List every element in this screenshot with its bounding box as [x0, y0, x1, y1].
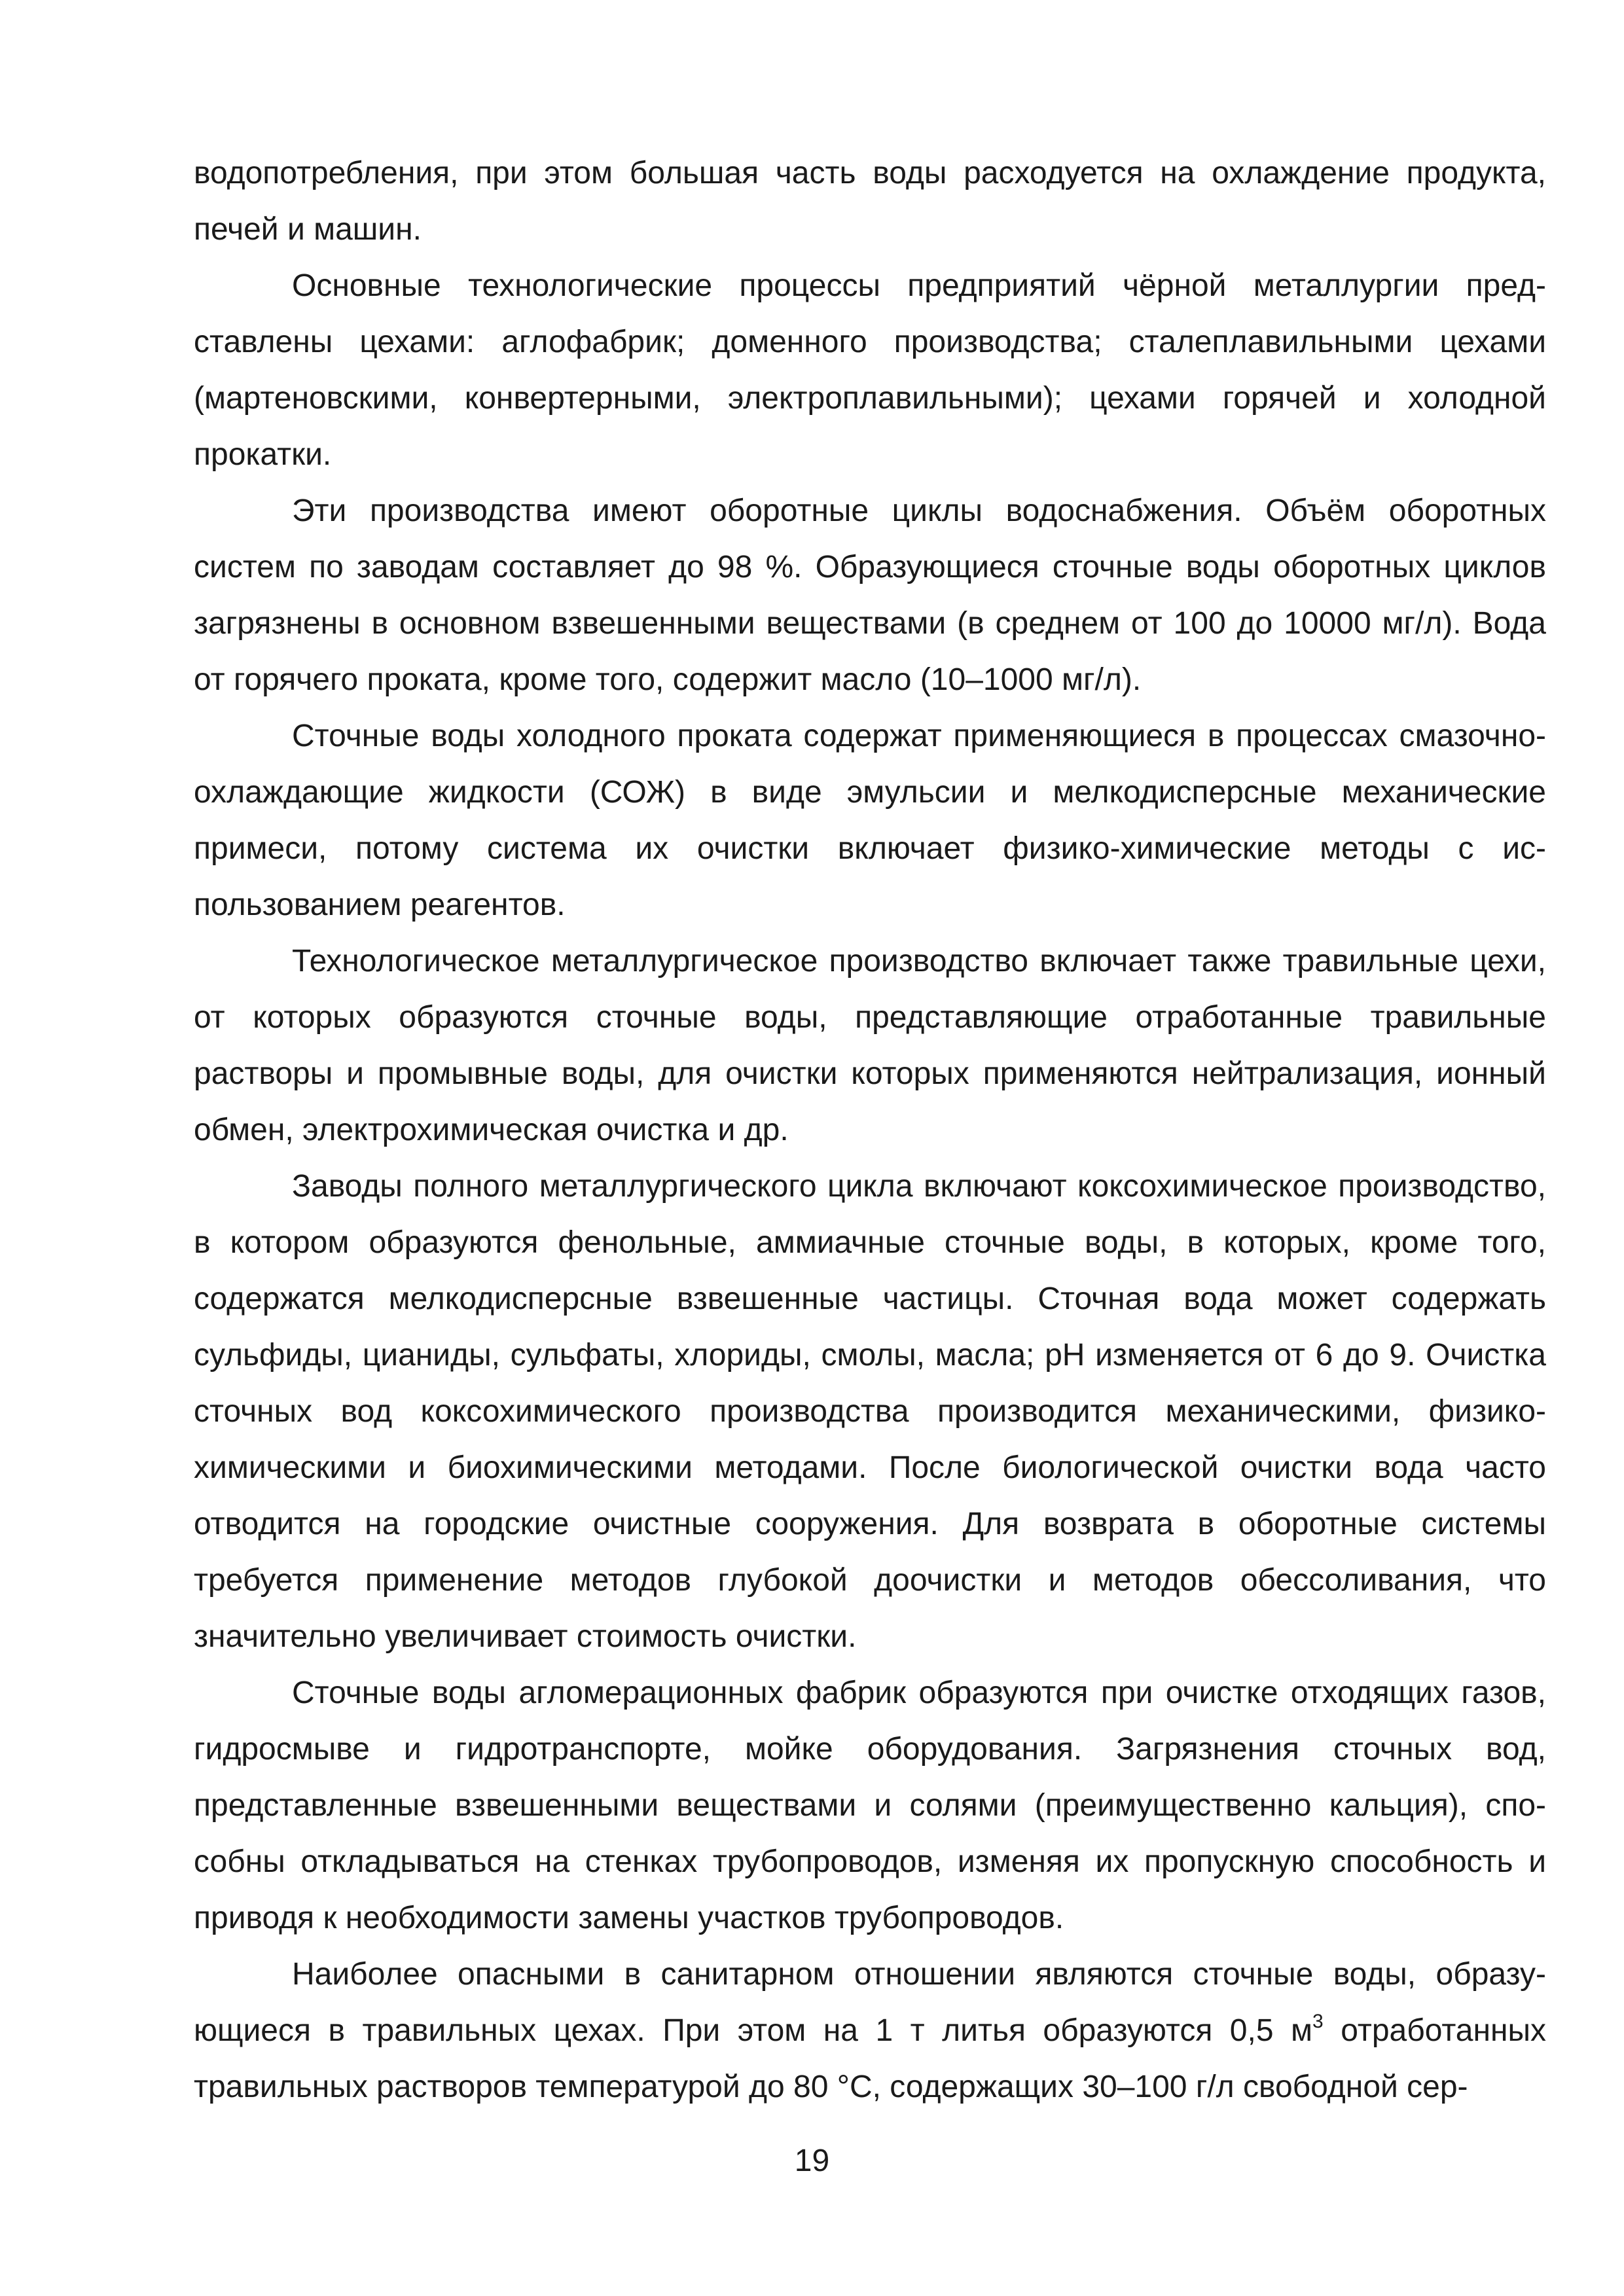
paragraph-3: Эти производства имеют оборотные циклы водоснабжения. Объём оборотных систем по заводам составляет до 98 %. Образующиеся сточные воды оборотных циклов загрязнены в основном взвешенными веществами (в среднем от 100 до 10000 мг/л). Вода от горячего проката, кроме того, содержит масло (10–1000 мг/л).	[194, 493, 1546, 697]
paragraph-1: водопотребления, при этом большая часть воды расходуется на охлаждение продукта, печей и машин.	[194, 156, 1546, 247]
paragraph-8	[194, 1946, 1546, 2115]
paragraph-8-text-start: Наиболее опасными в санитарном отношении являются сточные воды, образующиеся в травильных цехах. При этом на 1 т литья образуются 0,5 м	[194, 1957, 1546, 2048]
paragraph-5: Технологическое металлургическое производство включает также травильные цехи, от которых образуются сточные воды, представляющие отработанные травильные растворы и промывные воды, для очистки которых применяются нейтрализация, ионный обмен, электрохимическая очистка и др.	[194, 944, 1546, 1147]
page-body	[194, 145, 1546, 2115]
superscript-cubic: 3	[1312, 2011, 1324, 2032]
page-number: 19	[794, 2144, 830, 2178]
paragraph-7: Сточные воды агломерационных фабрик образуются при очистке отходящих газов, гидросмыве и гидротранспорте, мойке оборудования. Загрязнения сточных вод, представленные взвешенными веществами и солями (преимущественно кальция), способны откладываться на стенках трубопроводов, изменяя их пропускную способность и приводя к необходимости замены участков трубопроводов.	[194, 1676, 1546, 1935]
paragraph-8-text-end: отработанных травильных растворов температурой до 80 °С, содержащих 30–100 г/л свободной сер-	[194, 2013, 1546, 2104]
paragraph-4: Сточные воды холодного проката содержат применяющиеся в процессах смазочно-охлаждающие жидкости (СОЖ) в виде эмульсии и мелкодисперсные механические примеси, потому система их очистки включает физико-химические методы с использованием реагентов.	[194, 719, 1546, 922]
paragraph-6: Заводы полного металлургического цикла включают коксохимическое производство, в котором образуются фенольные, аммиачные сточные воды, в которых, кроме того, содержатся мелкодисперсные взвешенные частицы. Сточная вода может содержать сульфиды, цианиды, сульфаты, хлориды, смолы, масла; рН изменяется от 6 до 9. Очистка сточных вод коксохимического производства производится механическими, физико-химическими и биохимическими методами. После биологической очистки вода часто отводится на городские очистные сооружения. Для возврата в оборотные системы требуется применение методов глубокой доочистки и методов обессоливания, что значительно увеличивает стоимость очистки.	[194, 1169, 1546, 1654]
paragraph-2: Основные технологические процессы предприятий чёрной металлургии представлены цехами: аглофабрик; доменного производства; сталеплавильными цехами (мартеновскими, конвертерными, электроплавильными); цехами горячей и холодной прокатки.	[194, 268, 1546, 472]
